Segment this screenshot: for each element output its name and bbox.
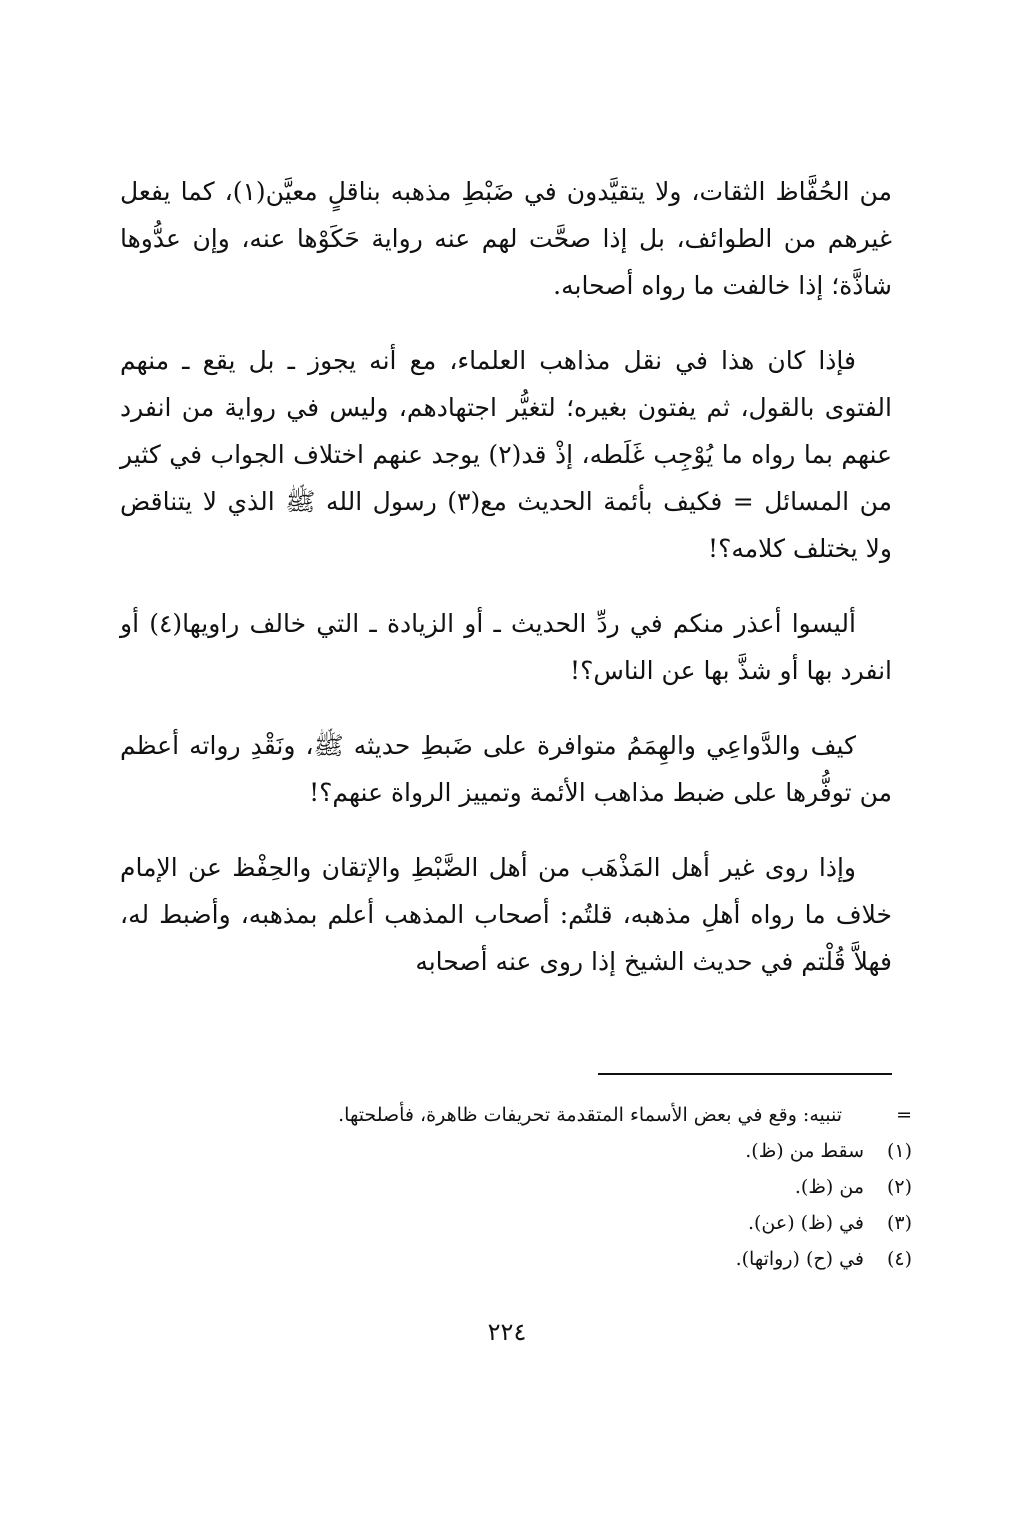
footnote-separator <box>598 1073 892 1075</box>
footnote-text: سقط من (ظ). <box>745 1140 864 1162</box>
paragraph-gap <box>120 816 892 844</box>
continuation-marker: = <box>896 1104 912 1126</box>
footnote-text: في (ظ) (عن). <box>747 1212 864 1234</box>
footnote-number: (٤) <box>886 1248 912 1270</box>
footnote-number: (١) <box>886 1140 912 1162</box>
footnote-item <box>120 1241 912 1277</box>
continuation-text: تنبيه: وقع في بعض الأسماء المتقدمة تحريفات ظاهرة، فأصلحتها. <box>338 1104 842 1126</box>
paragraph-3: أليسوا أعذر منكم في ردِّ الحديث ـ أو الزيادة ـ التي خالف راويها(٤) أو انفرد بها أو شذَّ بها عن الناس؟! <box>120 609 892 685</box>
main-text <box>120 168 892 985</box>
footnote-item <box>120 1205 912 1241</box>
footnote-text: من (ظ). <box>794 1176 864 1198</box>
footnote-continuation <box>120 1097 912 1133</box>
footnote-number: (٢) <box>886 1176 912 1198</box>
footnotes <box>120 1097 912 1277</box>
footnote-item <box>120 1169 912 1205</box>
page-number: ٢٢٤ <box>487 1318 527 1346</box>
footnote-item <box>120 1133 912 1169</box>
paragraph-gap <box>120 694 892 722</box>
footnote-number: (٣) <box>886 1212 912 1234</box>
paragraph-2: فإذا كان هذا في نقل مذاهب العلماء، مع أنه يجوز ـ بل يقع ـ منهم الفتوى بالقول، ثم يفتون بغيره؛ لتغيُّر اجتهادهم، وليس في رواية من انفرد عنهم بما رواه ما يُوْجِب غَلَطه، إذْ قد(٢) يوجد عنهم اختلاف الجواب في كثير من المسائل = فكيف بأئمة الحديث مع(٣) رسول الله ﷺ الذي لا يتناقض ولا يختلف كلامه؟! <box>120 346 893 563</box>
footnote-text: في (ح) (رواتها). <box>735 1248 864 1270</box>
paragraph-gap <box>120 309 892 337</box>
paragraph-4: كيف والدَّواعِي والهِمَمُ متوافرة على ضَبطِ حديثه ﷺ، ونَقْدِ رواته أعظم من توفُّرها على ضبط مذاهب الأئمة وتمييز الرواة عنهم؟! <box>120 731 892 807</box>
paragraph-5: وإذا روى غير أهل المَذْهَب من أهل الضَّبْطِ والإتقان والحِفْظ عن الإمام خلاف ما رواه أهلِ مذهبه، قلتُم: أصحاب المذهب أعلم بمذهبه، وأضبط له، فهلاَّ قُلْتم في حديث الشيخ إذا روى عنه أصحابه <box>120 853 892 976</box>
paragraph-1: من الحُفَّاظ الثقات، ولا يتقيَّدون في ضَبْطِ مذهبه بناقلٍ معيَّن(١)، كما يفعل غيرهم من الطوائف، بل إذا صحَّت لهم عنه رواية حَكَوْها عنه، وإن عدُّوها شاذَّة؛ إذا خالفت ما رواه أصحابه. <box>120 177 892 300</box>
paragraph-gap <box>120 572 892 600</box>
